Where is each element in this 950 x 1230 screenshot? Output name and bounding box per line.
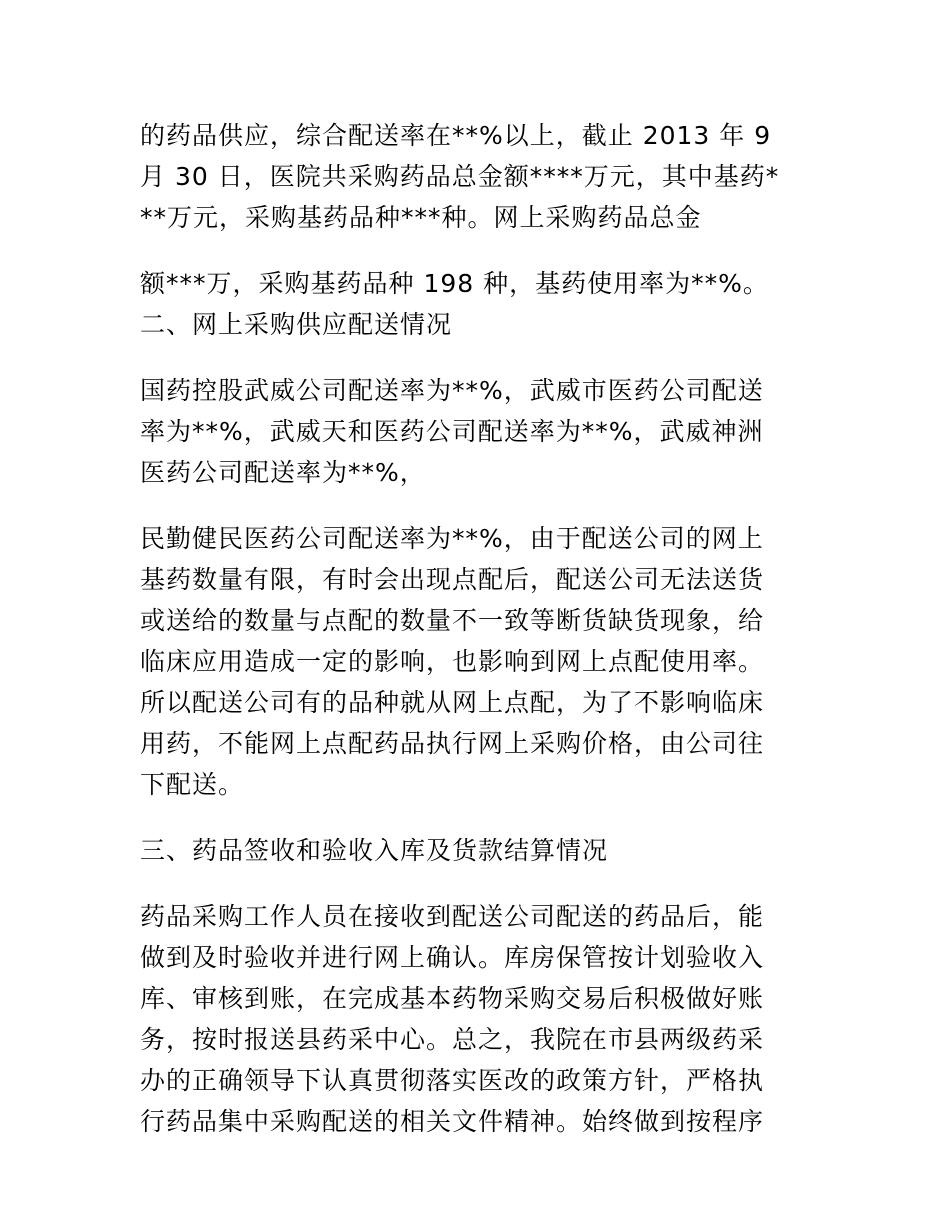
text-line: 民勤健民医药公司配送率为**%，由于配送公司的网上 [140, 524, 764, 553]
text-line: 率为**%，武威天和医药公司配送率为**%，武威神洲 [140, 417, 764, 446]
text-line: **万元，采购基药品种***种。网上采购药品总金 [140, 203, 702, 232]
text-line: 药品采购工作人员在接收到配送公司配送的药品后，能 [140, 902, 765, 931]
paragraph-online-purchase [140, 263, 800, 304]
text-line: 或送给的数量与点配的数量不一致等断货缺货现象，给 [140, 606, 765, 635]
paragraph-receipt-settlement [140, 896, 800, 1142]
text-line: 库、审核到账，在完成基本药物采购交易后积极做好账 [140, 984, 765, 1013]
text-line: 务，按时报送县药采中心。总之，我院在市县两级药采 [140, 1025, 765, 1054]
paragraph-distribution-issues [140, 518, 800, 805]
text-line: 额***万，采购基药品种 198 种，基药使用率为**%。 [140, 269, 769, 298]
text-line: 办的正确领导下认真贯彻落实医改的政策方针，严格执 [140, 1066, 765, 1095]
text-line: 的药品供应，综合配送率在**%以上，截止 2013 年 9 [140, 121, 772, 150]
paragraph-distribution-rates [140, 370, 800, 493]
section-heading-2: 二、网上采购供应配送情况 [140, 310, 453, 339]
text-line: 下配送。 [140, 770, 245, 799]
text-line: 月 30 日，医院共采购药品总金额****万元，其中基药* [140, 162, 780, 191]
text-line: 基药数量有限，有时会出现点配后，配送公司无法送货 [140, 565, 765, 594]
text-line: 做到及时验收并进行网上确认。库房保管按计划验收入 [140, 943, 765, 972]
text-line: 所以配送公司有的品种就从网上点配，为了不影响临床 [140, 688, 765, 717]
text-line: 医药公司配送率为**%， [140, 458, 426, 487]
paragraph-supply-summary [140, 115, 800, 238]
text-line: 国药控股武威公司配送率为**%，武威市医药公司配送 [140, 376, 764, 405]
document-body [140, 115, 800, 1142]
text-line: 用药，不能网上点配药品执行网上采购价格，由公司往 [140, 729, 765, 758]
text-line: 临床应用造成一定的影响，也影响到网上点配使用率。 [140, 647, 765, 676]
section-heading-3: 三、药品签收和验收入库及货款结算情况 [140, 836, 609, 865]
text-line: 行药品集中采购配送的相关文件精神。始终做到按程序 [140, 1107, 765, 1136]
